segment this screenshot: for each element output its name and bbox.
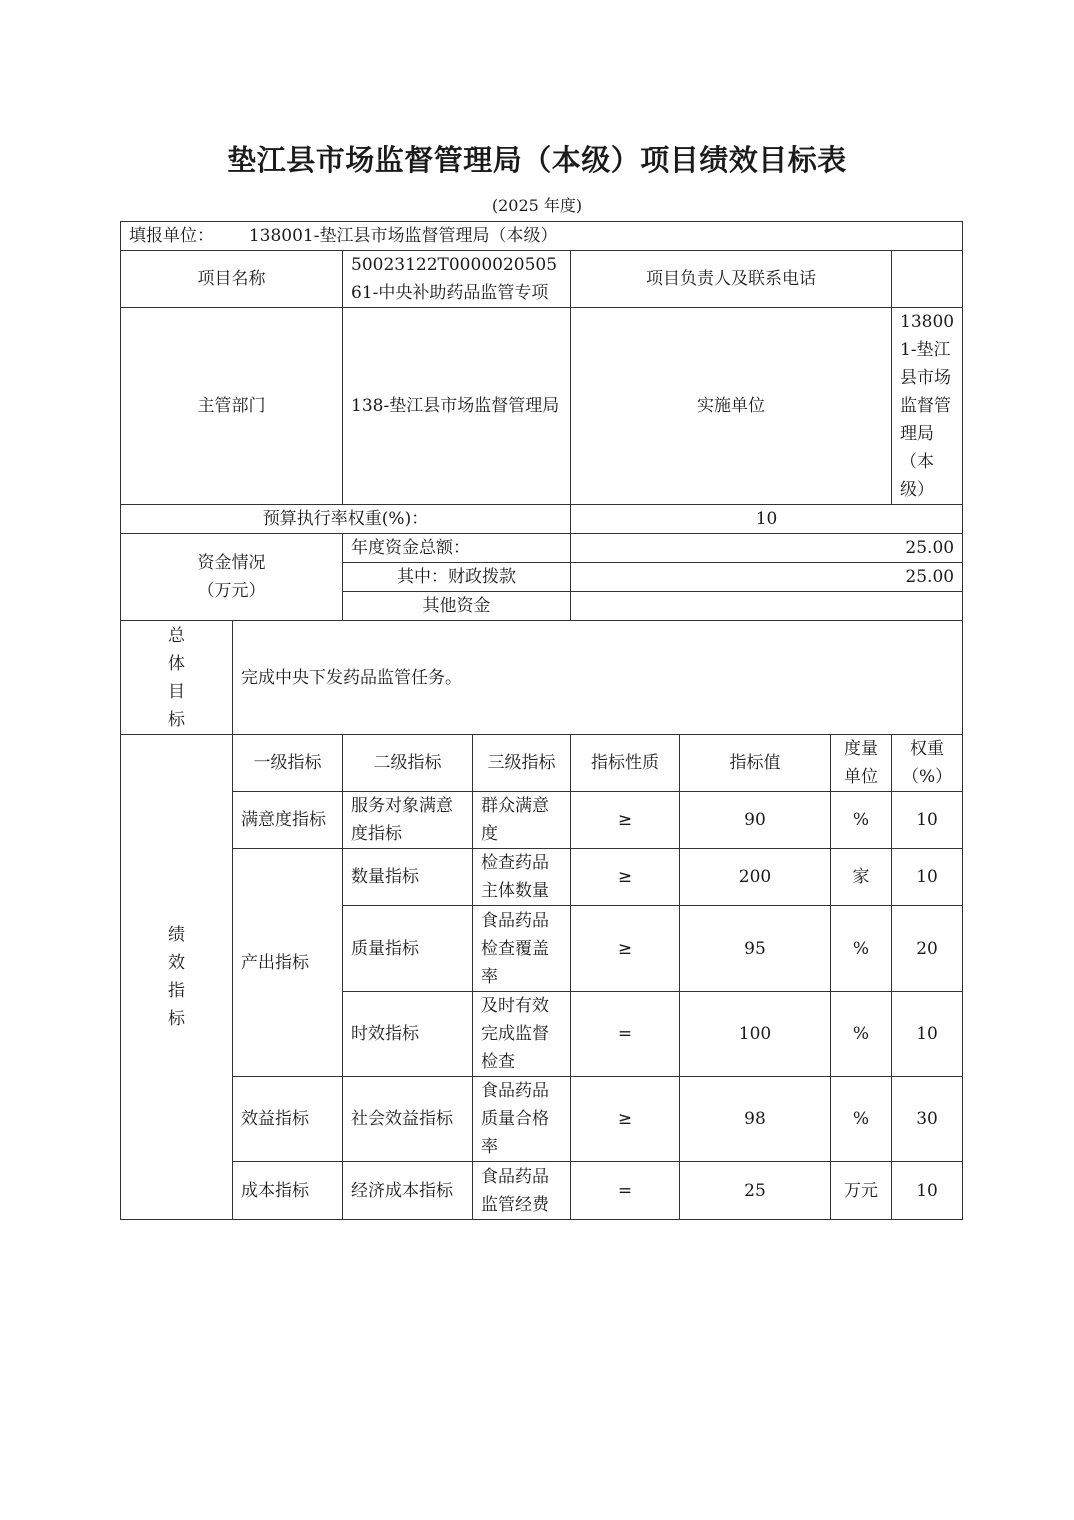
indicators-label — [121, 735, 233, 1220]
overall-goal-text: 完成中央下发药品监管任务。 — [233, 621, 963, 735]
header-level2: 二级指标 — [343, 735, 473, 792]
row3-unit: % — [831, 906, 892, 992]
funds-label-line2: （万元） — [197, 581, 266, 601]
reporting-unit-cell — [121, 222, 963, 251]
row5-level3: 食品药品质量合格率 — [473, 1077, 571, 1162]
ind-char-2: 效 — [168, 953, 185, 973]
budget-weight-label: 预算执行率权重(%)： — [121, 505, 571, 534]
funds-other-label: 其他资金 — [343, 592, 571, 621]
row6-level1: 成本指标 — [233, 1162, 343, 1220]
indicator-header-row — [121, 735, 963, 792]
row3-nature: ≥ — [571, 906, 680, 992]
goal-char-4: 标 — [168, 709, 185, 730]
header-weight: 权重（%） — [892, 735, 963, 792]
overall-goal-label — [121, 621, 233, 735]
row6-nature: = — [571, 1162, 680, 1220]
funds-other-value — [571, 592, 963, 621]
row2-unit: 家 — [831, 849, 892, 906]
row5-value: 98 — [680, 1077, 831, 1162]
goal-char-2: 体 — [168, 653, 185, 674]
funds-label — [121, 534, 343, 621]
row1-level3: 群众满意度 — [473, 792, 571, 849]
header-nature: 指标性质 — [571, 735, 680, 792]
funds-label-line1: 资金情况 — [197, 553, 266, 573]
row2-value: 200 — [680, 849, 831, 906]
header-value: 指标值 — [680, 735, 831, 792]
row4-weight: 10 — [892, 992, 963, 1077]
table-row — [121, 1077, 963, 1162]
row6-value: 25 — [680, 1162, 831, 1220]
funds-total-row — [121, 534, 963, 563]
funds-fiscal-value: 25.00 — [571, 563, 963, 592]
dept-label: 主管部门 — [121, 308, 343, 505]
ind-char-4: 标 — [168, 1009, 185, 1029]
table-row — [121, 792, 963, 849]
reporting-unit-label: 填报单位： — [129, 226, 214, 246]
reporting-unit-row — [121, 222, 963, 251]
overall-goal-row — [121, 621, 963, 735]
row6-unit: 万元 — [831, 1162, 892, 1220]
row4-nature: = — [571, 992, 680, 1077]
table-row — [121, 849, 963, 906]
row1-value: 90 — [680, 792, 831, 849]
row5-level1: 效益指标 — [233, 1077, 343, 1162]
funds-fiscal-label: 其中：财政拨款 — [343, 563, 571, 592]
row3-weight: 20 — [892, 906, 963, 992]
project-contact-value — [892, 251, 963, 308]
row2-level3: 检查药品主体数量 — [473, 849, 571, 906]
row3-level3: 食品药品检查覆盖率 — [473, 906, 571, 992]
row6-level2: 经济成本指标 — [343, 1162, 473, 1220]
goal-char-3: 目 — [168, 681, 185, 702]
ind-char-3: 指 — [168, 981, 185, 1001]
funds-total-value: 25.00 — [571, 534, 963, 563]
department-row — [121, 308, 963, 505]
project-contact-label: 项目负责人及联系电话 — [571, 251, 892, 308]
row3-level2: 质量指标 — [343, 906, 473, 992]
row1-level2: 服务对象满意度指标 — [343, 792, 473, 849]
row1-level1: 满意度指标 — [233, 792, 343, 849]
row2-weight: 10 — [892, 849, 963, 906]
project-name-value: 50023122T000002050561-中央补助药品监管专项 — [343, 251, 571, 308]
performance-table — [120, 221, 963, 1220]
funds-total-label: 年度资金总额： — [343, 534, 571, 563]
row6-level3: 食品药品监管经费 — [473, 1162, 571, 1220]
impl-unit-value: 138001-垫江县市场监督管理局（本级） — [892, 308, 963, 505]
row5-unit: % — [831, 1077, 892, 1162]
impl-unit-label: 实施单位 — [571, 308, 892, 505]
row2-level2: 数量指标 — [343, 849, 473, 906]
header-level1: 一级指标 — [233, 735, 343, 792]
row4-value: 100 — [680, 992, 831, 1077]
row5-level2: 社会效益指标 — [343, 1077, 473, 1162]
header-unit: 度量单位 — [831, 735, 892, 792]
row4-level3: 及时有效完成监督检查 — [473, 992, 571, 1077]
row1-weight: 10 — [892, 792, 963, 849]
row4-level2: 时效指标 — [343, 992, 473, 1077]
table-row — [121, 1162, 963, 1220]
row2-nature: ≥ — [571, 849, 680, 906]
row3-value: 95 — [680, 906, 831, 992]
fiscal-year: (2025 年度) — [491, 196, 583, 215]
ind-char-1: 绩 — [168, 925, 185, 945]
row5-weight: 30 — [892, 1077, 963, 1162]
budget-weight-row — [121, 505, 963, 534]
row5-nature: ≥ — [571, 1077, 680, 1162]
row1-unit: % — [831, 792, 892, 849]
row6-weight: 10 — [892, 1162, 963, 1220]
row4-unit: % — [831, 992, 892, 1077]
reporting-unit-value: 138001-垫江县市场监督管理局（本级） — [248, 226, 558, 246]
output-level1: 产出指标 — [233, 849, 343, 1077]
header-level3: 三级指标 — [473, 735, 571, 792]
goal-char-1: 总 — [168, 625, 185, 646]
project-name-label: 项目名称 — [121, 251, 343, 308]
dept-value: 138-垫江县市场监督管理局 — [343, 308, 571, 505]
row1-nature: ≥ — [571, 792, 680, 849]
page-title: 垫江县市场监督管理局（本级）项目绩效目标表 — [227, 143, 847, 177]
budget-weight-value: 10 — [571, 505, 963, 534]
project-name-row — [121, 251, 963, 308]
